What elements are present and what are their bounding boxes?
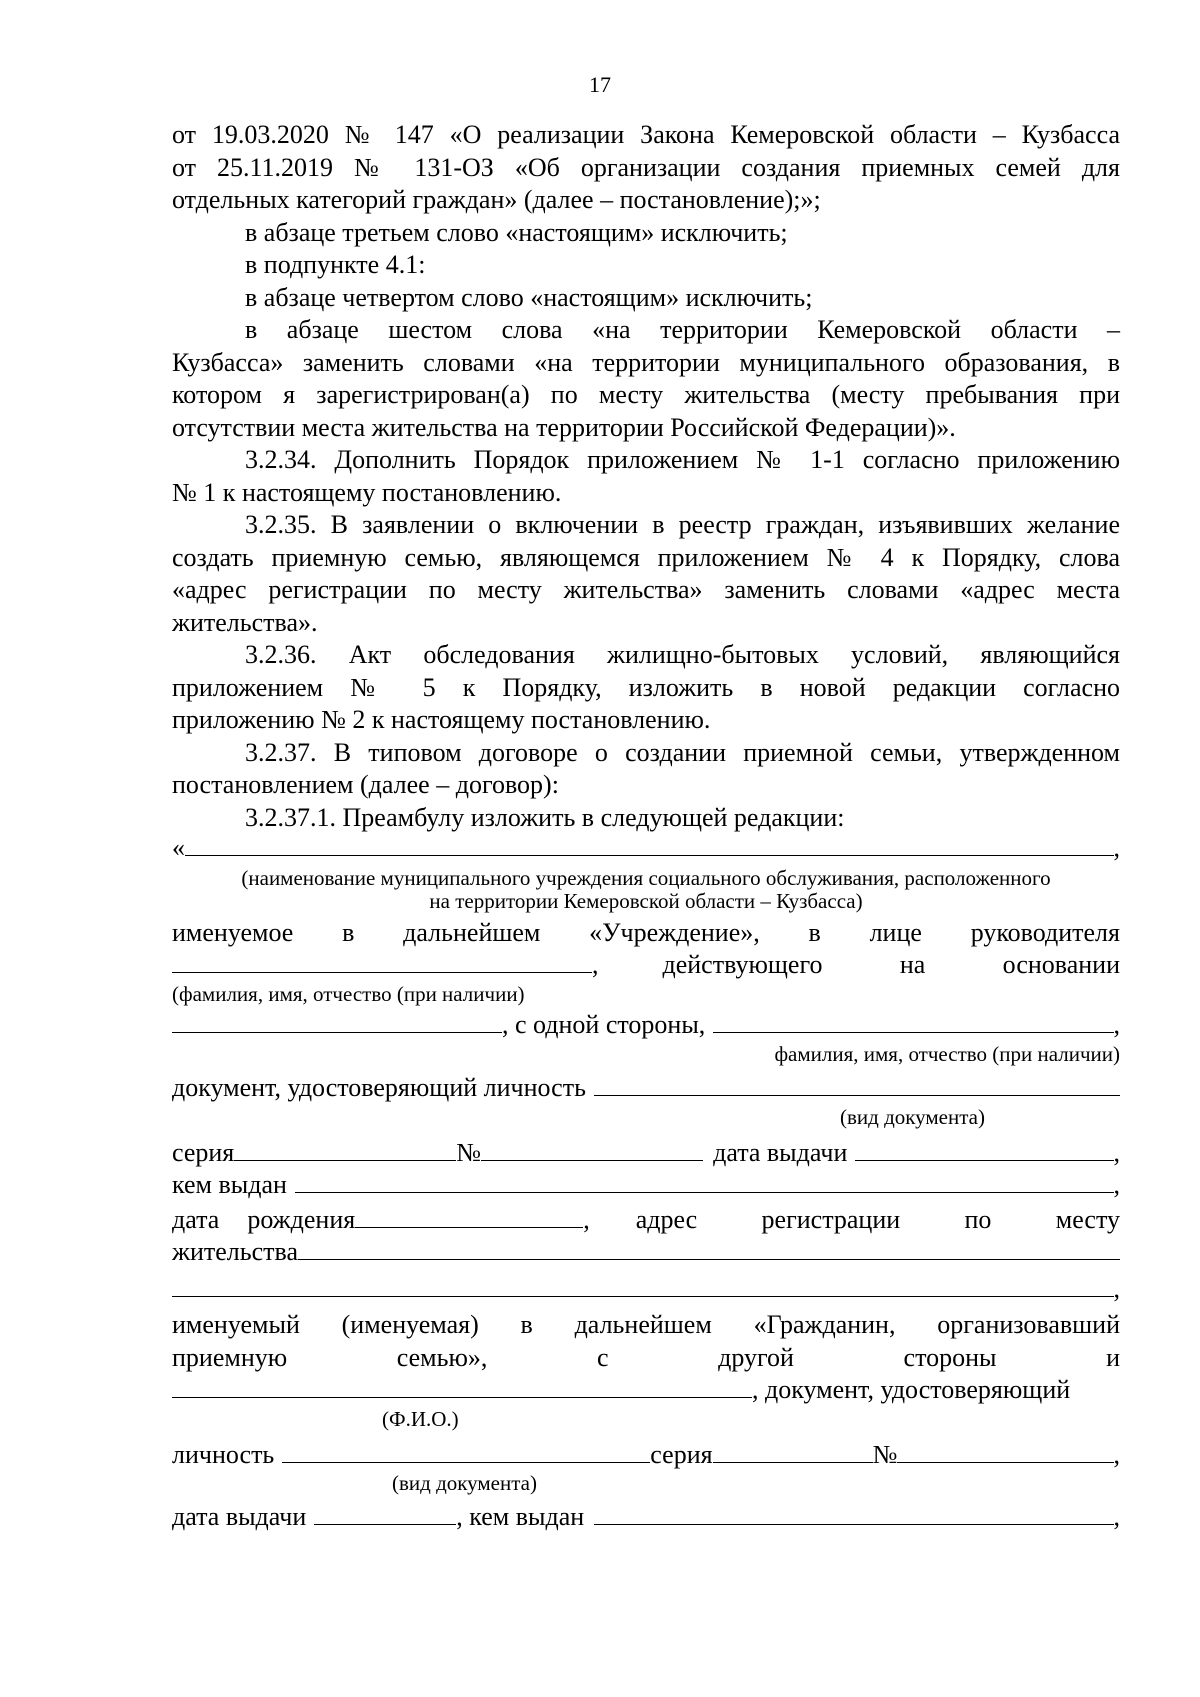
residence-row bbox=[172, 1236, 1120, 1269]
text-line: № 1 к настоящему постановлению. bbox=[172, 477, 562, 507]
one-side-text: , с одной стороны, bbox=[502, 1009, 706, 1039]
word: рождения bbox=[247, 1204, 356, 1234]
number-label: № bbox=[456, 1137, 482, 1167]
comma: , bbox=[583, 1204, 590, 1234]
text-line: именуемый (именуемая) в дальнейшем «Гражданин, организовавший bbox=[172, 1310, 1120, 1339]
word: руководителя bbox=[970, 917, 1120, 947]
text-line: приложением № 5 к Порядку, изложить в новой редакции согласно bbox=[172, 672, 1120, 702]
comma: , bbox=[1113, 1502, 1120, 1531]
second-party-name-blank bbox=[172, 1375, 752, 1398]
text-line: жительства». bbox=[172, 607, 318, 637]
text-line: создать приемную семью, являющемся приложением № 4 к Порядку, слова bbox=[172, 542, 1120, 572]
birth-date-blank bbox=[355, 1205, 583, 1228]
comma: , bbox=[1113, 1009, 1120, 1039]
word: действующего bbox=[662, 950, 823, 979]
text-line: в абзаце третьем слово «настоящим» исключить; bbox=[245, 217, 788, 247]
word: «Учреждение», bbox=[589, 917, 760, 947]
text-line: от 19.03.2020 № 147 «О реализации Закона Кемеровской области – Кузбасса bbox=[172, 120, 1120, 149]
named-row bbox=[172, 917, 1120, 950]
identity-row bbox=[172, 1439, 1120, 1472]
word: месту bbox=[1055, 1204, 1120, 1234]
doc-type-blank bbox=[594, 1073, 1120, 1096]
page-number: 17 bbox=[589, 72, 611, 97]
text-line: приложению № 2 к настоящему постановлению. bbox=[172, 705, 711, 734]
comma: , bbox=[1113, 1137, 1120, 1167]
issue-date-label: дата выдачи bbox=[172, 1502, 307, 1531]
text-line: 3.2.35. В заявлении о включении в реестр граждан, изъявивших желание bbox=[245, 510, 1120, 539]
one-side-row bbox=[172, 1009, 1120, 1042]
head-name-blank bbox=[172, 950, 592, 973]
series-label: серия bbox=[172, 1137, 235, 1167]
series-row bbox=[172, 1137, 1120, 1170]
residence-blank bbox=[298, 1237, 1120, 1260]
residence-label: жительства bbox=[172, 1237, 298, 1266]
word: адрес bbox=[635, 1204, 698, 1234]
text-line: 3.2.36. Акт обследования жилищно-бытовых условий, являющийся bbox=[245, 640, 1120, 669]
text-line: в абзаце четвертом слово «настоящим» исключить; bbox=[245, 282, 813, 312]
residence-continued-row bbox=[172, 1273, 1120, 1306]
series-label: серия bbox=[650, 1439, 713, 1469]
issued-by-blank bbox=[594, 1502, 1113, 1525]
document-body bbox=[172, 119, 1120, 1534]
word: в bbox=[342, 917, 355, 947]
caption-institution bbox=[172, 867, 1120, 913]
address-words bbox=[590, 1204, 1120, 1237]
caption-fio: (фамилия, имя, отчество (при наличии) bbox=[172, 981, 525, 1006]
text-line: Кузбасса» заменить словами «на территории муниципального образования, в bbox=[172, 347, 1120, 377]
series-blank bbox=[713, 1440, 873, 1463]
issued-by-row bbox=[172, 1169, 1120, 1202]
doc-verifying-text: , документ, удостоверяющий bbox=[752, 1375, 1071, 1404]
acting-row bbox=[172, 949, 1120, 982]
word: в bbox=[808, 917, 821, 947]
comma: , bbox=[1113, 1439, 1120, 1469]
comma: , bbox=[1113, 833, 1120, 862]
residence-blank-2 bbox=[172, 1274, 1114, 1297]
word: по bbox=[964, 1204, 992, 1234]
number-label: № bbox=[872, 1439, 898, 1469]
issued-by-label: , кем выдан bbox=[456, 1502, 585, 1531]
text-line: отдельных категорий граждан» (далее – постановление);»; bbox=[172, 185, 821, 214]
number-blank bbox=[897, 1440, 1113, 1463]
word: основании bbox=[1002, 950, 1120, 979]
series-blank bbox=[234, 1138, 456, 1161]
second-party-row bbox=[172, 1374, 1120, 1407]
number-blank bbox=[481, 1138, 703, 1161]
acting-words bbox=[599, 949, 1121, 982]
word: на bbox=[899, 950, 926, 979]
text-line: в подпункте 4.1: bbox=[245, 250, 426, 279]
identity-doc-row bbox=[172, 1072, 1120, 1105]
citizen-name-blank bbox=[713, 1010, 1113, 1033]
issue-row-2 bbox=[172, 1501, 1120, 1534]
comma: , bbox=[592, 950, 599, 979]
text-line: 3.2.34. Дополнить Порядок приложением № 1-1 согласно приложению bbox=[245, 445, 1120, 474]
text-line: 3.2.37.1. Преамбулу изложить в следующей редакции: bbox=[245, 802, 845, 832]
issue-date-blank bbox=[855, 1138, 1113, 1161]
institution-line bbox=[172, 832, 1120, 865]
text-line: от 25.11.2019 № 131-ОЗ «Об организации создания приемных семей для bbox=[172, 152, 1120, 182]
word: дальнейшем bbox=[403, 917, 541, 947]
caption-line: на территории Кемеровской области – Кузбасса) bbox=[429, 888, 863, 913]
word: дата bbox=[172, 1204, 220, 1234]
caption-name: (Ф.И.О.) bbox=[382, 1406, 459, 1431]
text-line: отсутствии места жительства на территории Российской Федерации)». bbox=[172, 412, 956, 442]
caption-doc-type-2: (вид документа) bbox=[392, 1471, 537, 1495]
text-line: «адрес регистрации по месту жительства» заменить словами «адрес места bbox=[172, 575, 1120, 604]
issue-date-blank bbox=[314, 1502, 456, 1525]
institution-name-blank bbox=[185, 835, 1114, 856]
word: регистрации bbox=[761, 1204, 901, 1234]
comma: , bbox=[1113, 1170, 1120, 1199]
caption-fio-right: фамилия, имя, отчество (при наличии) bbox=[774, 1042, 1120, 1066]
issued-by-blank bbox=[295, 1170, 1114, 1193]
identity-doc-label: документ, удостоверяющий личность bbox=[172, 1073, 586, 1102]
caption-doc-type: (вид документа) bbox=[840, 1104, 985, 1129]
caption-line: (наименование муниципального учреждения социального обслуживания, расположенного bbox=[241, 865, 1051, 890]
text-line: в абзаце шестом слова «на территории Кемеровской области – bbox=[245, 315, 1120, 344]
basis-blank bbox=[172, 1010, 502, 1033]
identity-label: личность bbox=[172, 1439, 275, 1469]
issued-by-label: кем выдан bbox=[172, 1170, 287, 1199]
text-line: постановлением (далее – договор): bbox=[172, 770, 559, 799]
comma: , bbox=[1113, 1273, 1120, 1303]
word: лице bbox=[869, 917, 922, 947]
birth-row bbox=[172, 1204, 1120, 1237]
text-line: приемную семью», с другой стороны и bbox=[172, 1342, 1120, 1372]
open-quote: « bbox=[172, 833, 185, 862]
word: именуемое bbox=[172, 917, 294, 947]
text-line: 3.2.37. В типовом договоре о создании приемной семьи, утвержденном bbox=[245, 737, 1120, 767]
text-line: котором я зарегистрирован(а) по месту жительства (месту пребывания при bbox=[172, 380, 1120, 409]
issue-date-label: дата выдачи bbox=[713, 1137, 848, 1167]
identity-doc-type-blank bbox=[282, 1440, 650, 1463]
